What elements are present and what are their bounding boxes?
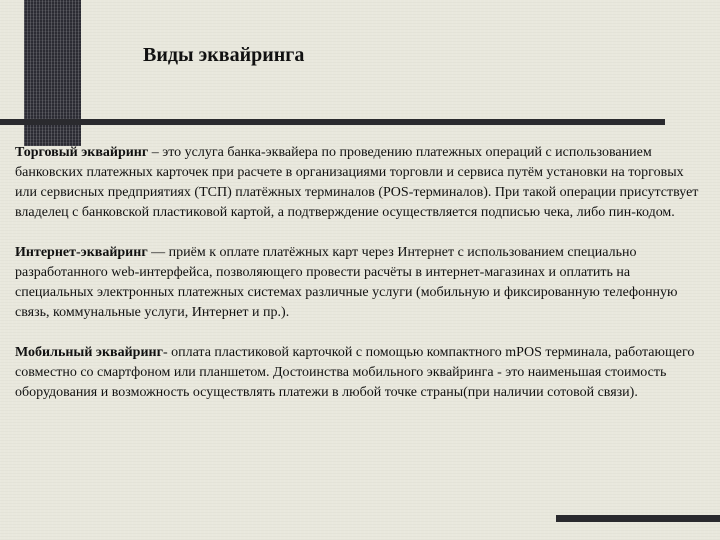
slide-title: Виды эквайринга [143, 44, 305, 66]
title-divider [0, 119, 665, 125]
definition-mobile-acquiring: - оплата пластиковой карточкой с помощью компактного mPOS терминала, работающего совместно со смартфоном или планшетом. Достоинства мобильного эквайринга - это наименьшая стоимость оборудования и возможность осуществлять платежи в любой точке страны(при наличии сотовой связи). [15, 345, 695, 400]
slide-body [15, 143, 709, 403]
footer-divider [556, 515, 720, 522]
paragraph-internet-acquiring [15, 243, 709, 323]
definition-trade-acquiring: – это услуга банка-эквайера по проведению платежных операций с использованием банковских платежных карточек при расчете в организациями торговли и сервиса путём установки на торговых или сервисных предприятиях (ТСП) платёжных терминалов (POS-терминалов). При такой операции присутствует владелец с банковской пластиковой картой, а подтверждение осуществляется подписью чека, либо пин-кодом. [15, 145, 699, 220]
term-internet-acquiring: Интернет-эквайринг [15, 245, 148, 260]
term-trade-acquiring: Торговый эквайринг [15, 145, 149, 160]
paragraph-trade-acquiring [15, 143, 709, 223]
definition-internet-acquiring: — приём к оплате платёжных карт через Интернет с использованием специально разработанного web-интерфейса, позволяющего провести расчёты в интернет-магазинах и оплатить на специальных электронных платежных системах различные услуги (мобильную и фиксированную телефонную связь, коммунальные услуги, Интернет и пр.). [15, 245, 678, 320]
term-mobile-acquiring: Мобильный эквайринг [15, 345, 163, 360]
paragraph-mobile-acquiring [15, 343, 709, 403]
